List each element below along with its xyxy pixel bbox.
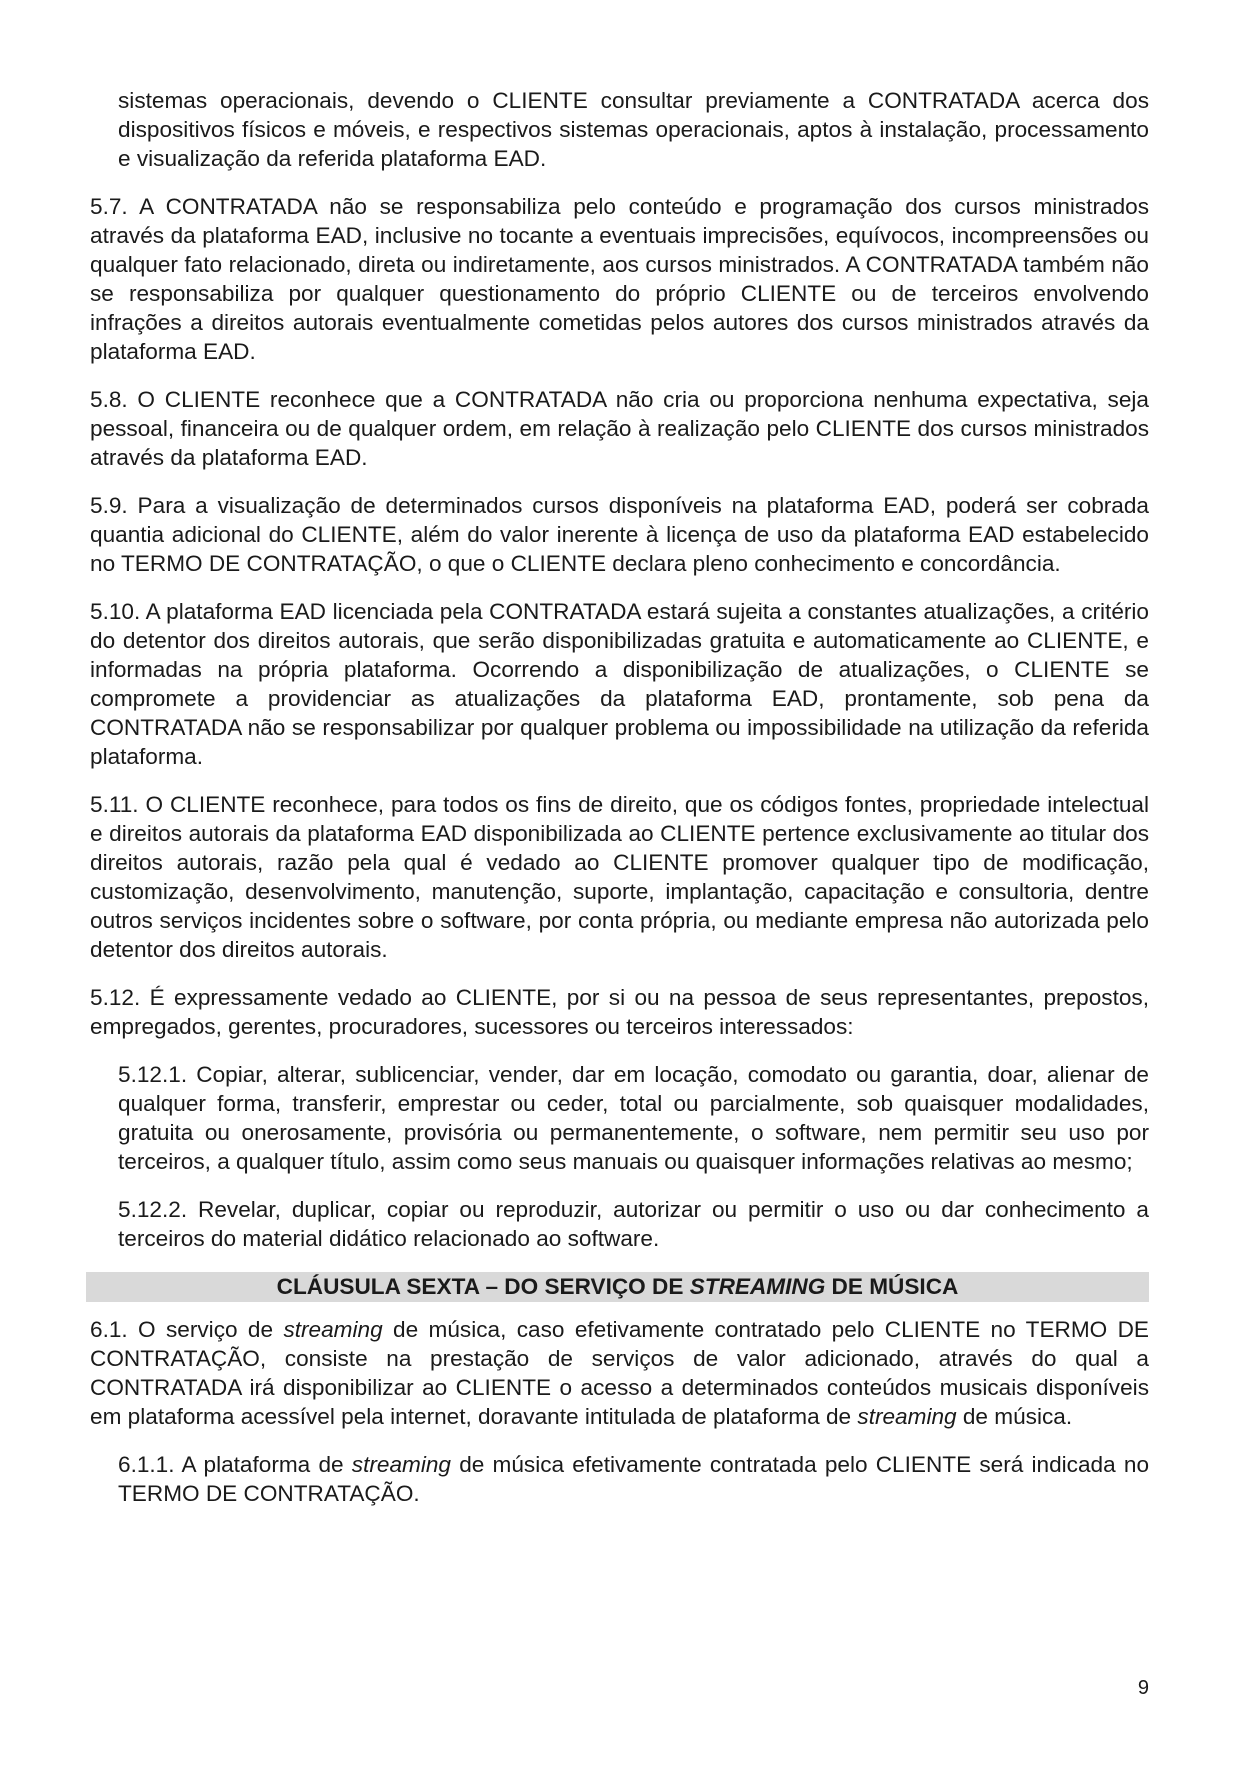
paragraph-5-11: 5.11. O CLIENTE reconhece, para todos os fins de direito, que os códigos fontes, propriedade intelectual e direitos autorais da plataforma EAD disponibilizada ao CLIENTE pertence exclusivamente ao titular dos direitos autorais, razão pela qual é vedado ao CLIENTE promover qualquer tipo de modificação, customização, desenvolvimento, manutenção, suporte, implantação, capacitação e consultoria, dentre outros serviços incidentes sobre o software, por conta própria, ou mediante empresa não autorizada pelo detentor dos direitos autorais. [90,792,1149,962]
paragraph-5-10: 5.10. A plataforma EAD licenciada pela CONTRATADA estará sujeita a constantes atualizações, a critério do detentor dos direitos autorais, que serão disponibilizadas gratuita e automaticamente ao CLIENTE, e informadas na própria plataforma. Ocorrendo a disponibilização de atualizações, o CLIENTE se compromete a providenciar as atualizações da plataforma EAD, prontamente, sob pena da CONTRATADA não se responsabilizar por qualquer problema ou impossibilidade na utilização da referida plataforma. [90,599,1149,769]
heading-prefix: CLÁUSULA SEXTA – DO SERVIÇO DE [276,1274,690,1299]
p6-1-text-c: de música. [956,1404,1073,1429]
heading-italic: STREAMING [689,1274,826,1299]
paragraph-5-12-1: 5.12.1. Copiar, alterar, sublicenciar, vender, dar em locação, comodato ou garantia, doar, alienar de qualquer forma, transferir, emprestar ou ceder, total ou parcialmente, sob quaisquer modalidades, gratuita ou onerosamente, provisória ou permanentemente, o software, nem permitir seu uso por terceiros, a qualquer título, assim como seus manuais ou quaisquer informações relativas ao mesmo; [118,1062,1149,1174]
paragraph-5-9: 5.9. Para a visualização de determinados cursos disponíveis na plataforma EAD, poderá ser cobrada quantia adicional do CLIENTE, além do valor inerente à licença de uso da plataforma EAD estabelecido no TERMO DE CONTRATAÇÃO, o que o CLIENTE declara pleno conhecimento e concordância. [90,493,1149,576]
paragraph-5-12: 5.12. É expressamente vedado ao CLIENTE, por si ou na pessoa de seus representantes, prepostos, empregados, gerentes, procuradores, sucessores ou terceiros interessados: [90,985,1149,1039]
p6-1-italic-b: streaming [857,1404,957,1429]
section-heading-clausula-sexta [86,1272,1149,1302]
p6-1-text-b: de música, caso efetivamente contratado pelo CLIENTE no TERMO DE CONTRATAÇÃO, consiste na prestação de serviços de valor adicionado, através do qual a CONTRATADA irá disponibilizar ao CLIENTE o acesso a determinados conteúdos musicais disponíveis em plataforma acessível pela internet, doravante intitulada de plataforma de [90,1317,1149,1429]
p6-1-1-text-b: de música efetivamente contratada pelo CLIENTE será indicada no TERMO DE CONTRATAÇÃO. [118,1452,1150,1506]
p6-1-text-a: 6.1. O serviço de [90,1317,284,1342]
p6-1-1-italic: streaming [351,1452,451,1477]
paragraph-6-1 [90,1315,1149,1431]
page-number: 9 [1137,1677,1149,1699]
paragraph-6-1-1 [118,1450,1149,1508]
heading-suffix: DE MÚSICA [825,1274,959,1299]
paragraph-5-7: 5.7. A CONTRATADA não se responsabiliza pelo conteúdo e programação dos cursos ministrados através da plataforma EAD, inclusive no tocante a eventuais imprecisões, equívocos, incompreensões ou qualquer fato relacionado, direta ou indiretamente, aos cursos ministrados. A CONTRATADA também não se responsabiliza por qualquer questionamento do próprio CLIENTE ou de terceiros envolvendo infrações a direitos autorais eventualmente cometidas pelos autores dos cursos ministrados através da plataforma EAD. [90,194,1149,364]
paragraph-5-12-2: 5.12.2. Revelar, duplicar, copiar ou reproduzir, autorizar ou permitir o uso ou dar conhecimento a terceiros do material didático relacionado ao software. [118,1197,1149,1251]
p6-1-1-text-a: 6.1.1. A plataforma de [118,1452,352,1477]
p6-1-italic-a: streaming [283,1317,383,1342]
paragraph-5-8: 5.8. O CLIENTE reconhece que a CONTRATADA não cria ou proporciona nenhuma expectativa, seja pessoal, financeira ou de qualquer ordem, em relação à realização pelo CLIENTE dos cursos ministrados através da plataforma EAD. [90,387,1149,470]
paragraph-5-6-continuation: sistemas operacionais, devendo o CLIENTE consultar previamente a CONTRATADA acerca dos dispositivos físicos e móveis, e respectivos sistemas operacionais, aptos à instalação, processamento e visualização da referida plataforma EAD. [118,88,1149,171]
